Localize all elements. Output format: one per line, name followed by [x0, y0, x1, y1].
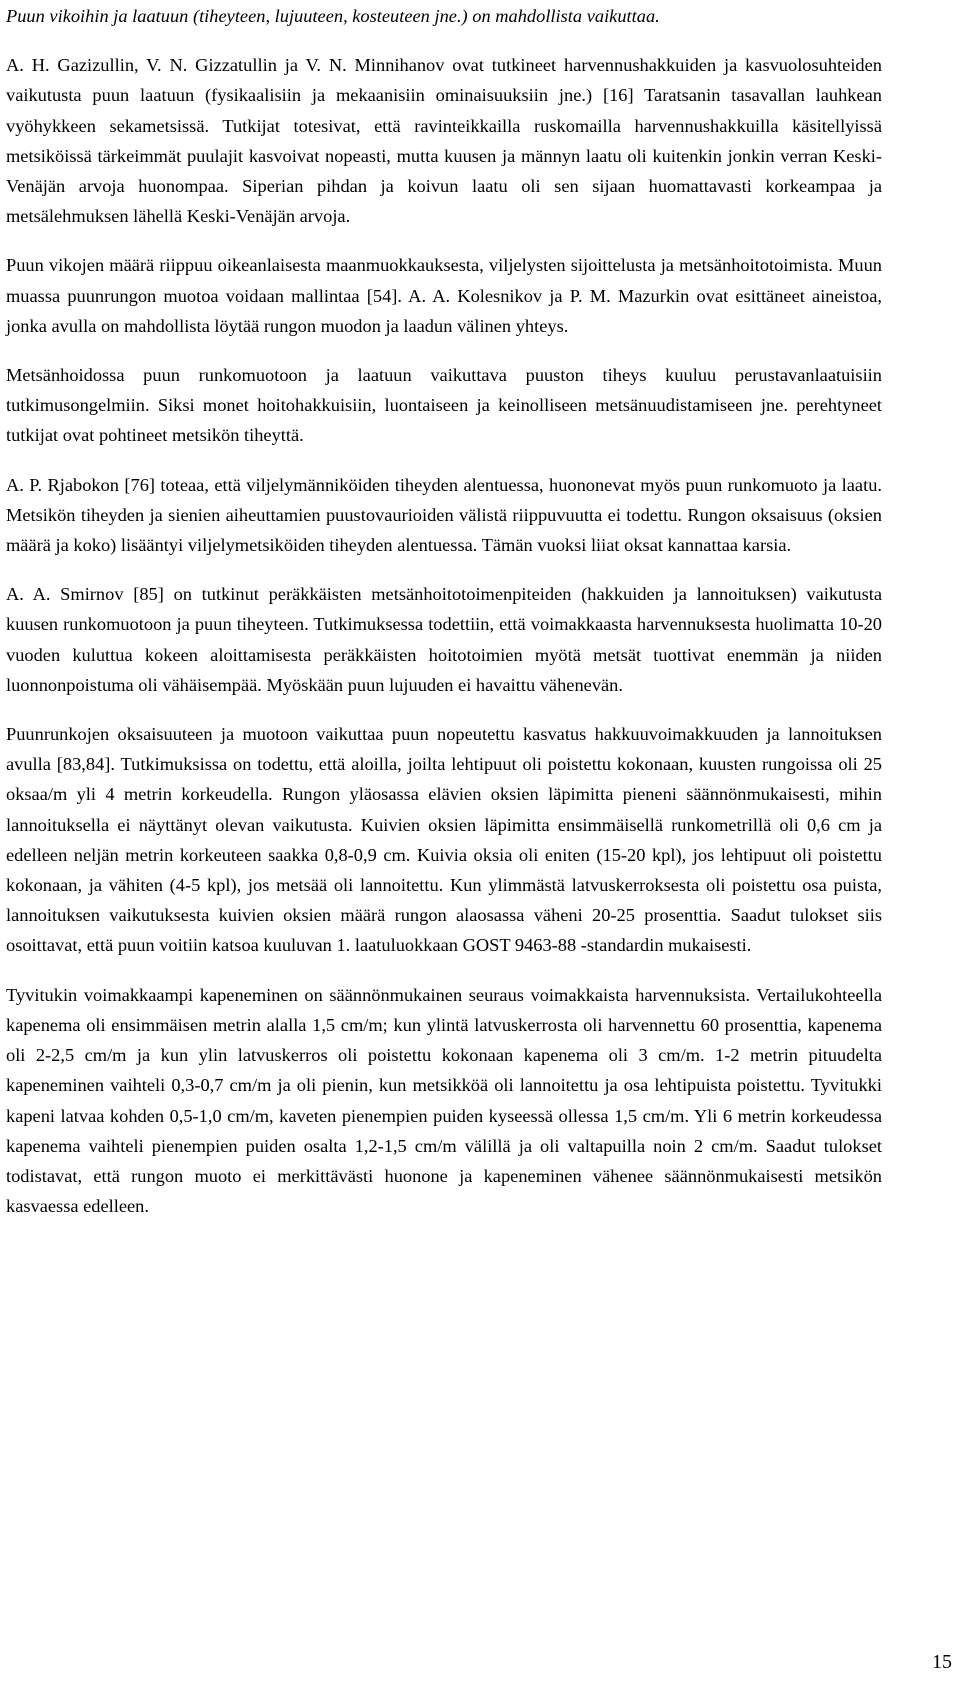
paragraph-knottiness: Puunrunkojen oksaisuuteen ja muotoon vaikuttaa puun nopeutettu kasvatus hakkuuvoimakkuuden ja lannoituksen avulla [83,84]. Tutkimuksissa on todettu, että aloilla, joilta lehtipuut oli poistettu kokonaan, kuusten rungoissa oli 25 oksaa/m yli 4 metrin korkeudella. Rungon yläosassa elävien oksien läpimitta pieneni säännönmukaisesti, mihin lannoituksella ei näyttänyt olevan vaikutusta. Kuivien oksien läpimitta ensimmäisellä runkometrillä oli 0,6 cm ja edelleen neljän metrin korkeuteen saakka 0,8-0,9 cm. Kuivia oksia oli eniten (15-20 kpl), jos lehtipuut oli poistettu kokonaan, ja vähiten (4-5 kpl), jos metsää oli lannoitettu. Kun ylimmästä latvuskerroksesta oli poistettu osa puista, lannoituksen vaikutuksesta kuivien oksien määrä rungon alaosassa väheni 20-25 prosenttia. Saadut tulokset siis osoittavat, että puun voitiin katsoa kuuluvan 1. laatuluokkaan GOST 9463-88 -standardin mukaisesti. [6, 724, 882, 956]
paragraph-rjabokon: A. P. Rjabokon [76] toteaa, että viljelymänniköiden tiheyden alentuessa, huononevat myös puun runkomuoto ja laatu. Metsikön tiheyden ja sienien aiheuttamien puustovaurioiden välistä riippuvuutta ei todettu. Rungon oksaisuus (oksien määrä ja koko) lisääntyi viljelymetsiköiden tiheyden alentuessa. Tämän vuoksi liiat oksat kannattaa karsia. [6, 474, 882, 556]
paragraph-gazizullin: A. H. Gazizullin, V. N. Gizzatullin ja V. N. Minnihanov ovat tutkineet harvennushakkuiden ja kasvuolosuhteiden vaikutusta puun laatuun (fysikaalisiin ja mekaanisiin ominaisuuksiin jne.) [16] Taratsanin tasavallan lauhkean vyöhykkeen sekametsissä. Tutkijat totesivat, että ravinteikkailla ruskomailla harvennushakkuilla käsitellyissä metsiköissä tärkeimmät puulajit kasvoivat nopeasti, mutta kuusen ja männyn laatu oli kuitenkin jonkin verran Keski-Venäjän arvoja huonompaa. Siperian pihdan ja koivun laatu oli sen sijaan huomattavasti korkeampaa ja metsälehmuksen lähellä Keski-Venäjän arvoja. [6, 55, 882, 227]
document-page [6, 0, 882, 1221]
paragraph-tree-defects: Puun vikojen määrä riippuu oikeanlaisesta maanmuokkauksesta, viljelysten sijoittelusta ja metsänhoitotoimista. Muun muassa puunrungon muotoa voidaan mallintaa [54]. A. A. Kolesnikov ja P. M. Mazurkin ovat esittäneet aineistoa, jonka avulla on mahdollista löytää rungon muodon ja laadun välinen yhteys. [6, 255, 882, 336]
page-number: 15 [932, 1651, 952, 1673]
paragraph-taper: Tyvitukin voimakkaampi kapeneminen on säännönmukainen seuraus voimakkaista harvennuksista. Vertailukohteella kapenema oli ensimmäisen metrin alalla 1,5 cm/m; kun ylintä latvuskerrosta oli harvennettu 60 prosenttia, kapenema oli 2-2,5 cm/m ja kun ylin latvuskerros oli poistettu kokonaan kapenema oli 3 cm/m. 1-2 metrin pituudelta kapeneminen vaihteli 0,3-0,7 cm/m ja oli pienin, kun metsikköä oli lannoitettu ja osa lehtipuista poistettu. Tyvitukki kapeni latvaa kohden 0,5-1,0 cm/m, kaveten pienempien puiden kyseessä ollessa 1,5 cm/m. Yli 6 metrin korkeudessa kapenema vaihteli pienempien puiden osalta 1,2-1,5 cm/m välillä ja oli valtapuilla noin 2 cm/m. Saadut tulokset todistavat, että rungon muoto ei merkittävästi huonone ja kapeneminen vähenee säännönmukaisesti metsikön kasvaessa edelleen. [6, 984, 882, 1217]
intro-sentence: Puun vikoihin ja laatuun (tiheyteen, lujuuteen, kosteuteen jne.) on mahdollista vaikuttaa. [6, 6, 660, 26]
paragraph-smirnov: A. A. Smirnov [85] on tutkinut peräkkäisten metsänhoitotoimenpiteiden (hakkuiden ja lannoituksen) vaikutusta kuusen runkomuotoon ja puun tiheyteen. Tutkimuksessa todettiin, että voimakkaasta harvennuksesta huolimatta 10-20 vuoden kuluttua kokeen aloittamisesta peräkkäisten hoitotoimien myötä metsät tuottivat enemmän ja niiden luonnonpoistuma oli vähäisempää. Myöskään puun lujuuden ei havaittu vähenevän. [6, 584, 882, 695]
paragraph-stand-density: Metsänhoidossa puun runkomuotoon ja laatuun vaikuttava puuston tiheys kuuluu perustavanlaatuisiin tutkimusongelmiin. Siksi monet hoitohakkuisiin, luontaiseen ja keinolliseen metsänuudistamiseen jne. perehtyneet tutkijat ovat pohtineet metsikön tiheyttä. [6, 365, 882, 446]
